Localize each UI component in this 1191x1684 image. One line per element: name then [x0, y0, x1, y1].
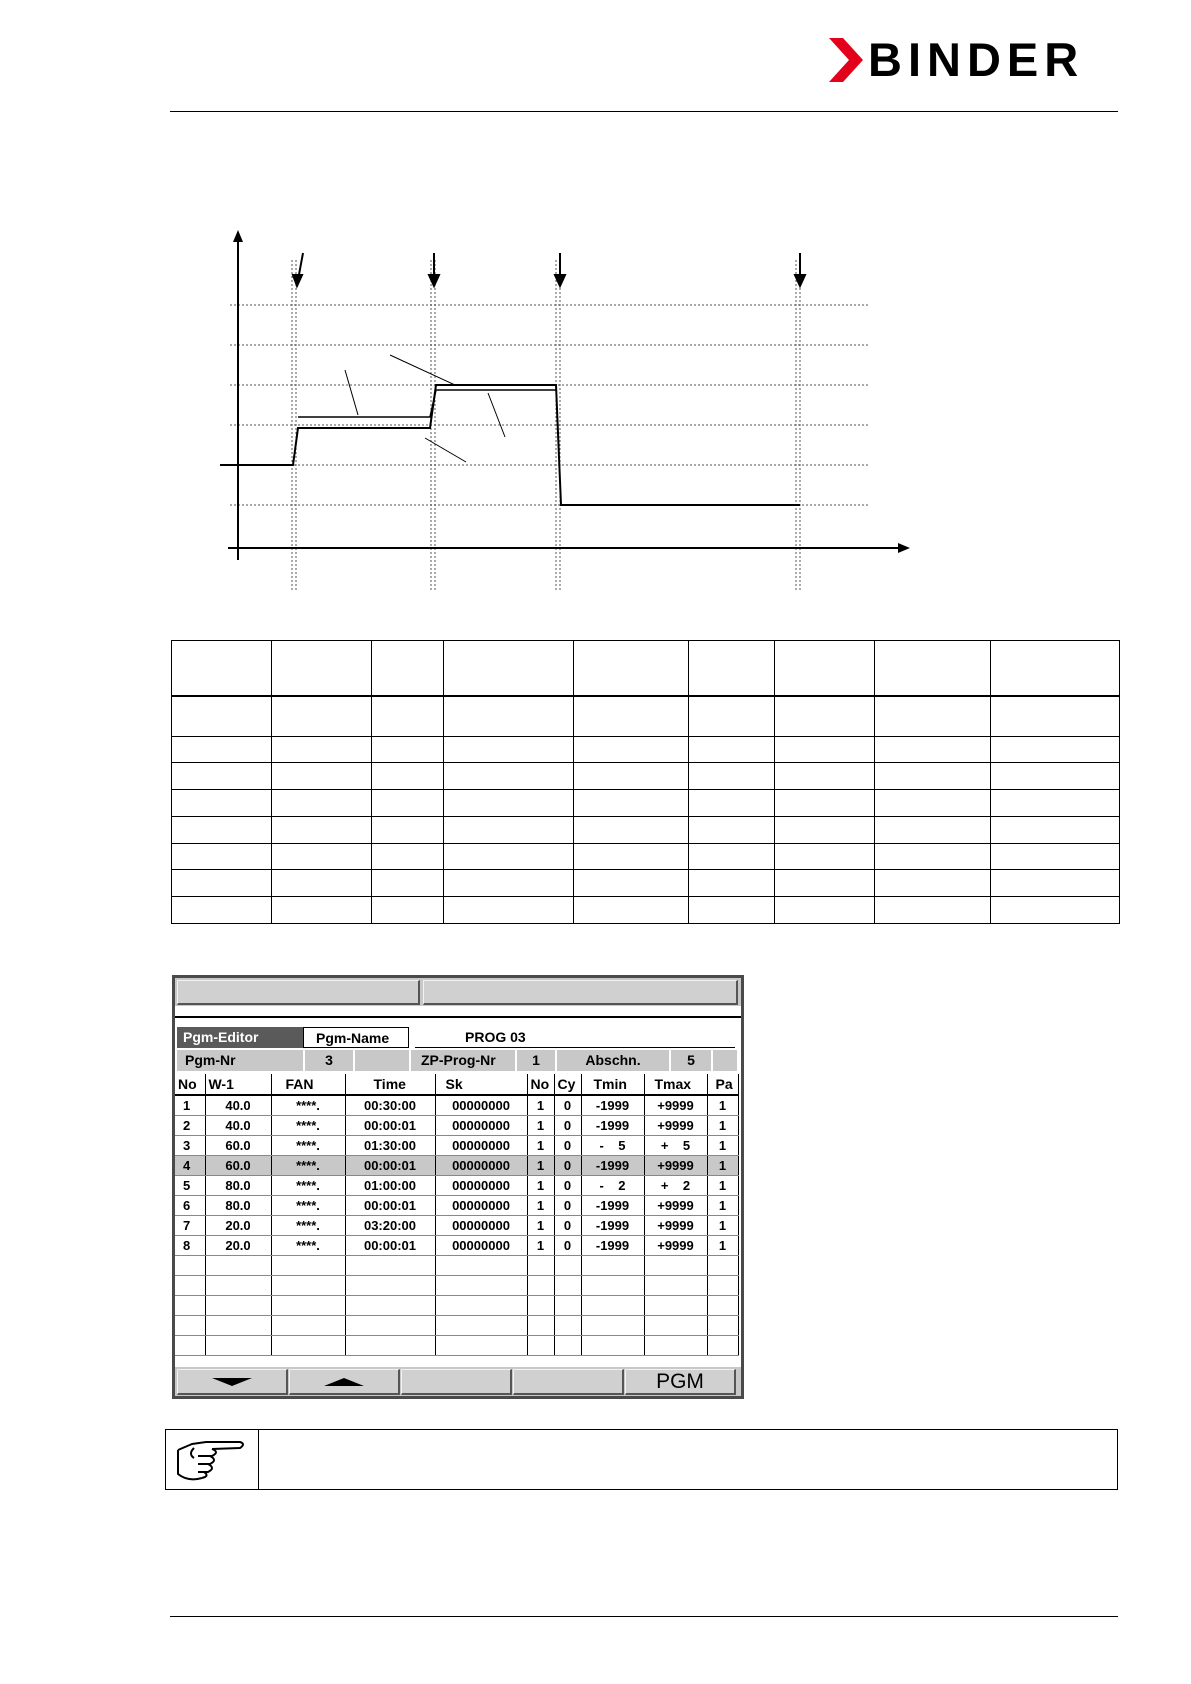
editor-info-row: [175, 1050, 741, 1072]
cell-sk[interactable]: 00000000: [435, 1216, 527, 1236]
cell-pa[interactable]: 1: [707, 1236, 738, 1256]
cell-w1[interactable]: 20.0: [205, 1216, 271, 1236]
section-value[interactable]: 5: [671, 1050, 711, 1071]
cell-time[interactable]: 03:20:00: [345, 1216, 435, 1236]
cell-cy[interactable]: 0: [554, 1095, 581, 1116]
cell-sk[interactable]: 00000000: [435, 1176, 527, 1196]
cell-tmin[interactable]: - 5: [581, 1136, 644, 1156]
cell-sk[interactable]: 00000000: [435, 1116, 527, 1136]
cell-tmin[interactable]: -1999: [581, 1216, 644, 1236]
cell-tmax[interactable]: +9999: [644, 1236, 707, 1256]
cell-pa[interactable]: 1: [707, 1136, 738, 1156]
cell-time[interactable]: 00:00:01: [345, 1196, 435, 1216]
cell-no: 5: [175, 1176, 205, 1196]
table-row: [172, 696, 1120, 736]
cell-time[interactable]: 00:00:01: [345, 1156, 435, 1176]
table-row[interactable]: [175, 1176, 738, 1196]
table-row: [172, 897, 1120, 924]
cell-tmax[interactable]: +9999: [644, 1156, 707, 1176]
cell-no2[interactable]: 1: [527, 1196, 554, 1216]
logo-text: BINDER: [868, 33, 1085, 86]
table-row: [172, 816, 1120, 843]
cell-no2[interactable]: 1: [527, 1156, 554, 1176]
table-row[interactable]: [175, 1116, 738, 1136]
logo-arrow-icon: [829, 38, 863, 82]
binder-logo: [829, 33, 1119, 86]
pgm-name-value[interactable]: PROG 03: [415, 1027, 735, 1048]
cell-no2[interactable]: 1: [527, 1216, 554, 1236]
empty-row[interactable]: [175, 1276, 738, 1296]
cell-no: 3: [175, 1136, 205, 1156]
col-sk: Sk: [435, 1074, 527, 1095]
cell-tmax[interactable]: + 2: [644, 1176, 707, 1196]
cell-fan[interactable]: ****.: [271, 1116, 345, 1136]
cell-pa[interactable]: 1: [707, 1156, 738, 1176]
tolerance-curve: [298, 390, 556, 417]
cell-w1[interactable]: 80.0: [205, 1176, 271, 1196]
table-row[interactable]: [175, 1095, 738, 1116]
cell-cy[interactable]: 0: [554, 1216, 581, 1236]
grid-header-row: [175, 1074, 738, 1095]
cell-fan[interactable]: ****.: [271, 1095, 345, 1116]
cell-no: 1: [175, 1095, 205, 1116]
cell-fan[interactable]: ****.: [271, 1176, 345, 1196]
scroll-up-button[interactable]: [289, 1369, 400, 1395]
col-w1: W-1: [205, 1074, 271, 1095]
cell-no2[interactable]: 1: [527, 1116, 554, 1136]
cell-tmax[interactable]: + 5: [644, 1136, 707, 1156]
cell-cy[interactable]: 0: [554, 1156, 581, 1176]
cell-tmin[interactable]: -1999: [581, 1196, 644, 1216]
pgm-editor-label: Pgm-Editor: [177, 1027, 303, 1048]
cell-tmin[interactable]: -1999: [581, 1116, 644, 1136]
cell-fan[interactable]: ****.: [271, 1156, 345, 1176]
cell-w1[interactable]: 60.0: [205, 1156, 271, 1176]
section-label: Abschn.: [557, 1050, 669, 1071]
cell-no2[interactable]: 1: [527, 1095, 554, 1116]
table-row: [172, 843, 1120, 870]
scroll-down-button[interactable]: [177, 1369, 288, 1395]
cell-time[interactable]: 01:00:00: [345, 1176, 435, 1196]
cell-w1[interactable]: 40.0: [205, 1116, 271, 1136]
note-box: [165, 1429, 1118, 1490]
cell-time[interactable]: 00:30:00: [345, 1095, 435, 1116]
cell-no2[interactable]: 1: [527, 1136, 554, 1156]
cell-w1[interactable]: 20.0: [205, 1236, 271, 1256]
cell-tmin[interactable]: - 2: [581, 1176, 644, 1196]
cell-time[interactable]: 00:00:01: [345, 1236, 435, 1256]
empty-row[interactable]: [175, 1316, 738, 1336]
empty-row[interactable]: [175, 1296, 738, 1316]
table-row-selected[interactable]: [175, 1156, 738, 1176]
table-row: [172, 736, 1120, 763]
bottom-button-bar: [175, 1367, 741, 1396]
col-no2: No: [527, 1074, 554, 1095]
cell-pa[interactable]: 1: [707, 1095, 738, 1116]
cell-no: 4: [175, 1156, 205, 1176]
cell-cy[interactable]: 0: [554, 1196, 581, 1216]
cell-w1[interactable]: 40.0: [205, 1095, 271, 1116]
col-no: No: [175, 1074, 205, 1095]
cell-time[interactable]: 00:00:01: [345, 1116, 435, 1136]
cell-tmin[interactable]: -1999: [581, 1236, 644, 1256]
cell-no: 6: [175, 1196, 205, 1216]
cell-tmax[interactable]: +9999: [644, 1095, 707, 1116]
table-row: [172, 870, 1120, 897]
pgm-nr-label: Pgm-Nr: [177, 1050, 303, 1071]
top-button-left[interactable]: [177, 980, 420, 1005]
cell-sk[interactable]: 00000000: [435, 1236, 527, 1256]
cell-w1[interactable]: 80.0: [205, 1196, 271, 1216]
editor-header-row: [175, 1027, 741, 1049]
cell-tmax[interactable]: +9999: [644, 1196, 707, 1216]
empty-row[interactable]: [175, 1336, 738, 1356]
col-cy: Cy: [554, 1074, 581, 1095]
cell-w1[interactable]: 60.0: [205, 1136, 271, 1156]
cell-tmin[interactable]: -1999: [581, 1095, 644, 1116]
table-row[interactable]: [175, 1136, 738, 1156]
setpoint-curve: [220, 385, 800, 505]
temperature-profile-diagram: [220, 230, 920, 590]
zp-prog-nr-value[interactable]: 1: [517, 1050, 555, 1071]
cell-no2[interactable]: 1: [527, 1176, 554, 1196]
col-tmin: Tmin: [581, 1074, 644, 1095]
cell-time[interactable]: 01:30:00: [345, 1136, 435, 1156]
pointing-hand-icon: [172, 1434, 252, 1486]
cell-no: 7: [175, 1216, 205, 1236]
cell-fan[interactable]: ****.: [271, 1136, 345, 1156]
program-values-table: [171, 640, 1120, 924]
cell-pa[interactable]: 1: [707, 1116, 738, 1136]
cell-cy[interactable]: 0: [554, 1176, 581, 1196]
cell-no: 8: [175, 1236, 205, 1256]
table-row[interactable]: [175, 1216, 738, 1236]
empty-button-1[interactable]: [401, 1369, 512, 1395]
cell-cy[interactable]: 0: [554, 1136, 581, 1156]
pgm-button[interactable]: PGM: [625, 1369, 736, 1395]
note-icon-cell: [166, 1430, 259, 1489]
program-sections-table: [175, 1074, 739, 1356]
col-fan: FAN: [271, 1074, 345, 1095]
cell-fan[interactable]: ****.: [271, 1196, 345, 1216]
cell-cy[interactable]: 0: [554, 1236, 581, 1256]
cell-no2[interactable]: 1: [527, 1236, 554, 1256]
cell-cy[interactable]: 0: [554, 1116, 581, 1136]
empty-button-2[interactable]: [513, 1369, 624, 1395]
zp-prog-nr-label: ZP-Prog-Nr: [411, 1050, 515, 1071]
pgm-name-label: Pgm-Name: [303, 1027, 409, 1048]
top-button-bar: [175, 978, 741, 1006]
cell-no: 2: [175, 1116, 205, 1136]
program-editor-screen: [172, 975, 744, 1399]
top-button-right[interactable]: [423, 980, 738, 1005]
col-tmax: Tmax: [644, 1074, 707, 1095]
cell-sk[interactable]: 00000000: [435, 1095, 527, 1116]
table-row[interactable]: [175, 1196, 738, 1216]
table-row[interactable]: [175, 1236, 738, 1256]
cell-sk[interactable]: 00000000: [435, 1156, 527, 1176]
cell-pa[interactable]: 1: [707, 1216, 738, 1236]
cell-sk[interactable]: 00000000: [435, 1196, 527, 1216]
cell-tmax[interactable]: +9999: [644, 1116, 707, 1136]
cell-sk[interactable]: 00000000: [435, 1136, 527, 1156]
empty-row[interactable]: [175, 1256, 738, 1276]
footer-rule: [170, 1616, 1118, 1617]
cell-fan[interactable]: ****.: [271, 1236, 345, 1256]
cell-fan[interactable]: ****.: [271, 1216, 345, 1236]
table-row: [172, 790, 1120, 817]
cell-tmax[interactable]: +9999: [644, 1216, 707, 1236]
arrow-up-icon: [324, 1376, 364, 1388]
col-pa: Pa: [707, 1074, 738, 1095]
table-header-row: [172, 641, 1120, 697]
col-time: Time: [345, 1074, 435, 1095]
table-row: [172, 763, 1120, 790]
arrow-down-icon: [212, 1376, 252, 1388]
header-rule: [170, 111, 1118, 112]
cell-pa[interactable]: 1: [707, 1196, 738, 1216]
cell-tmin[interactable]: -1999: [581, 1156, 644, 1176]
pgm-nr-value[interactable]: 3: [305, 1050, 353, 1071]
cell-pa[interactable]: 1: [707, 1176, 738, 1196]
